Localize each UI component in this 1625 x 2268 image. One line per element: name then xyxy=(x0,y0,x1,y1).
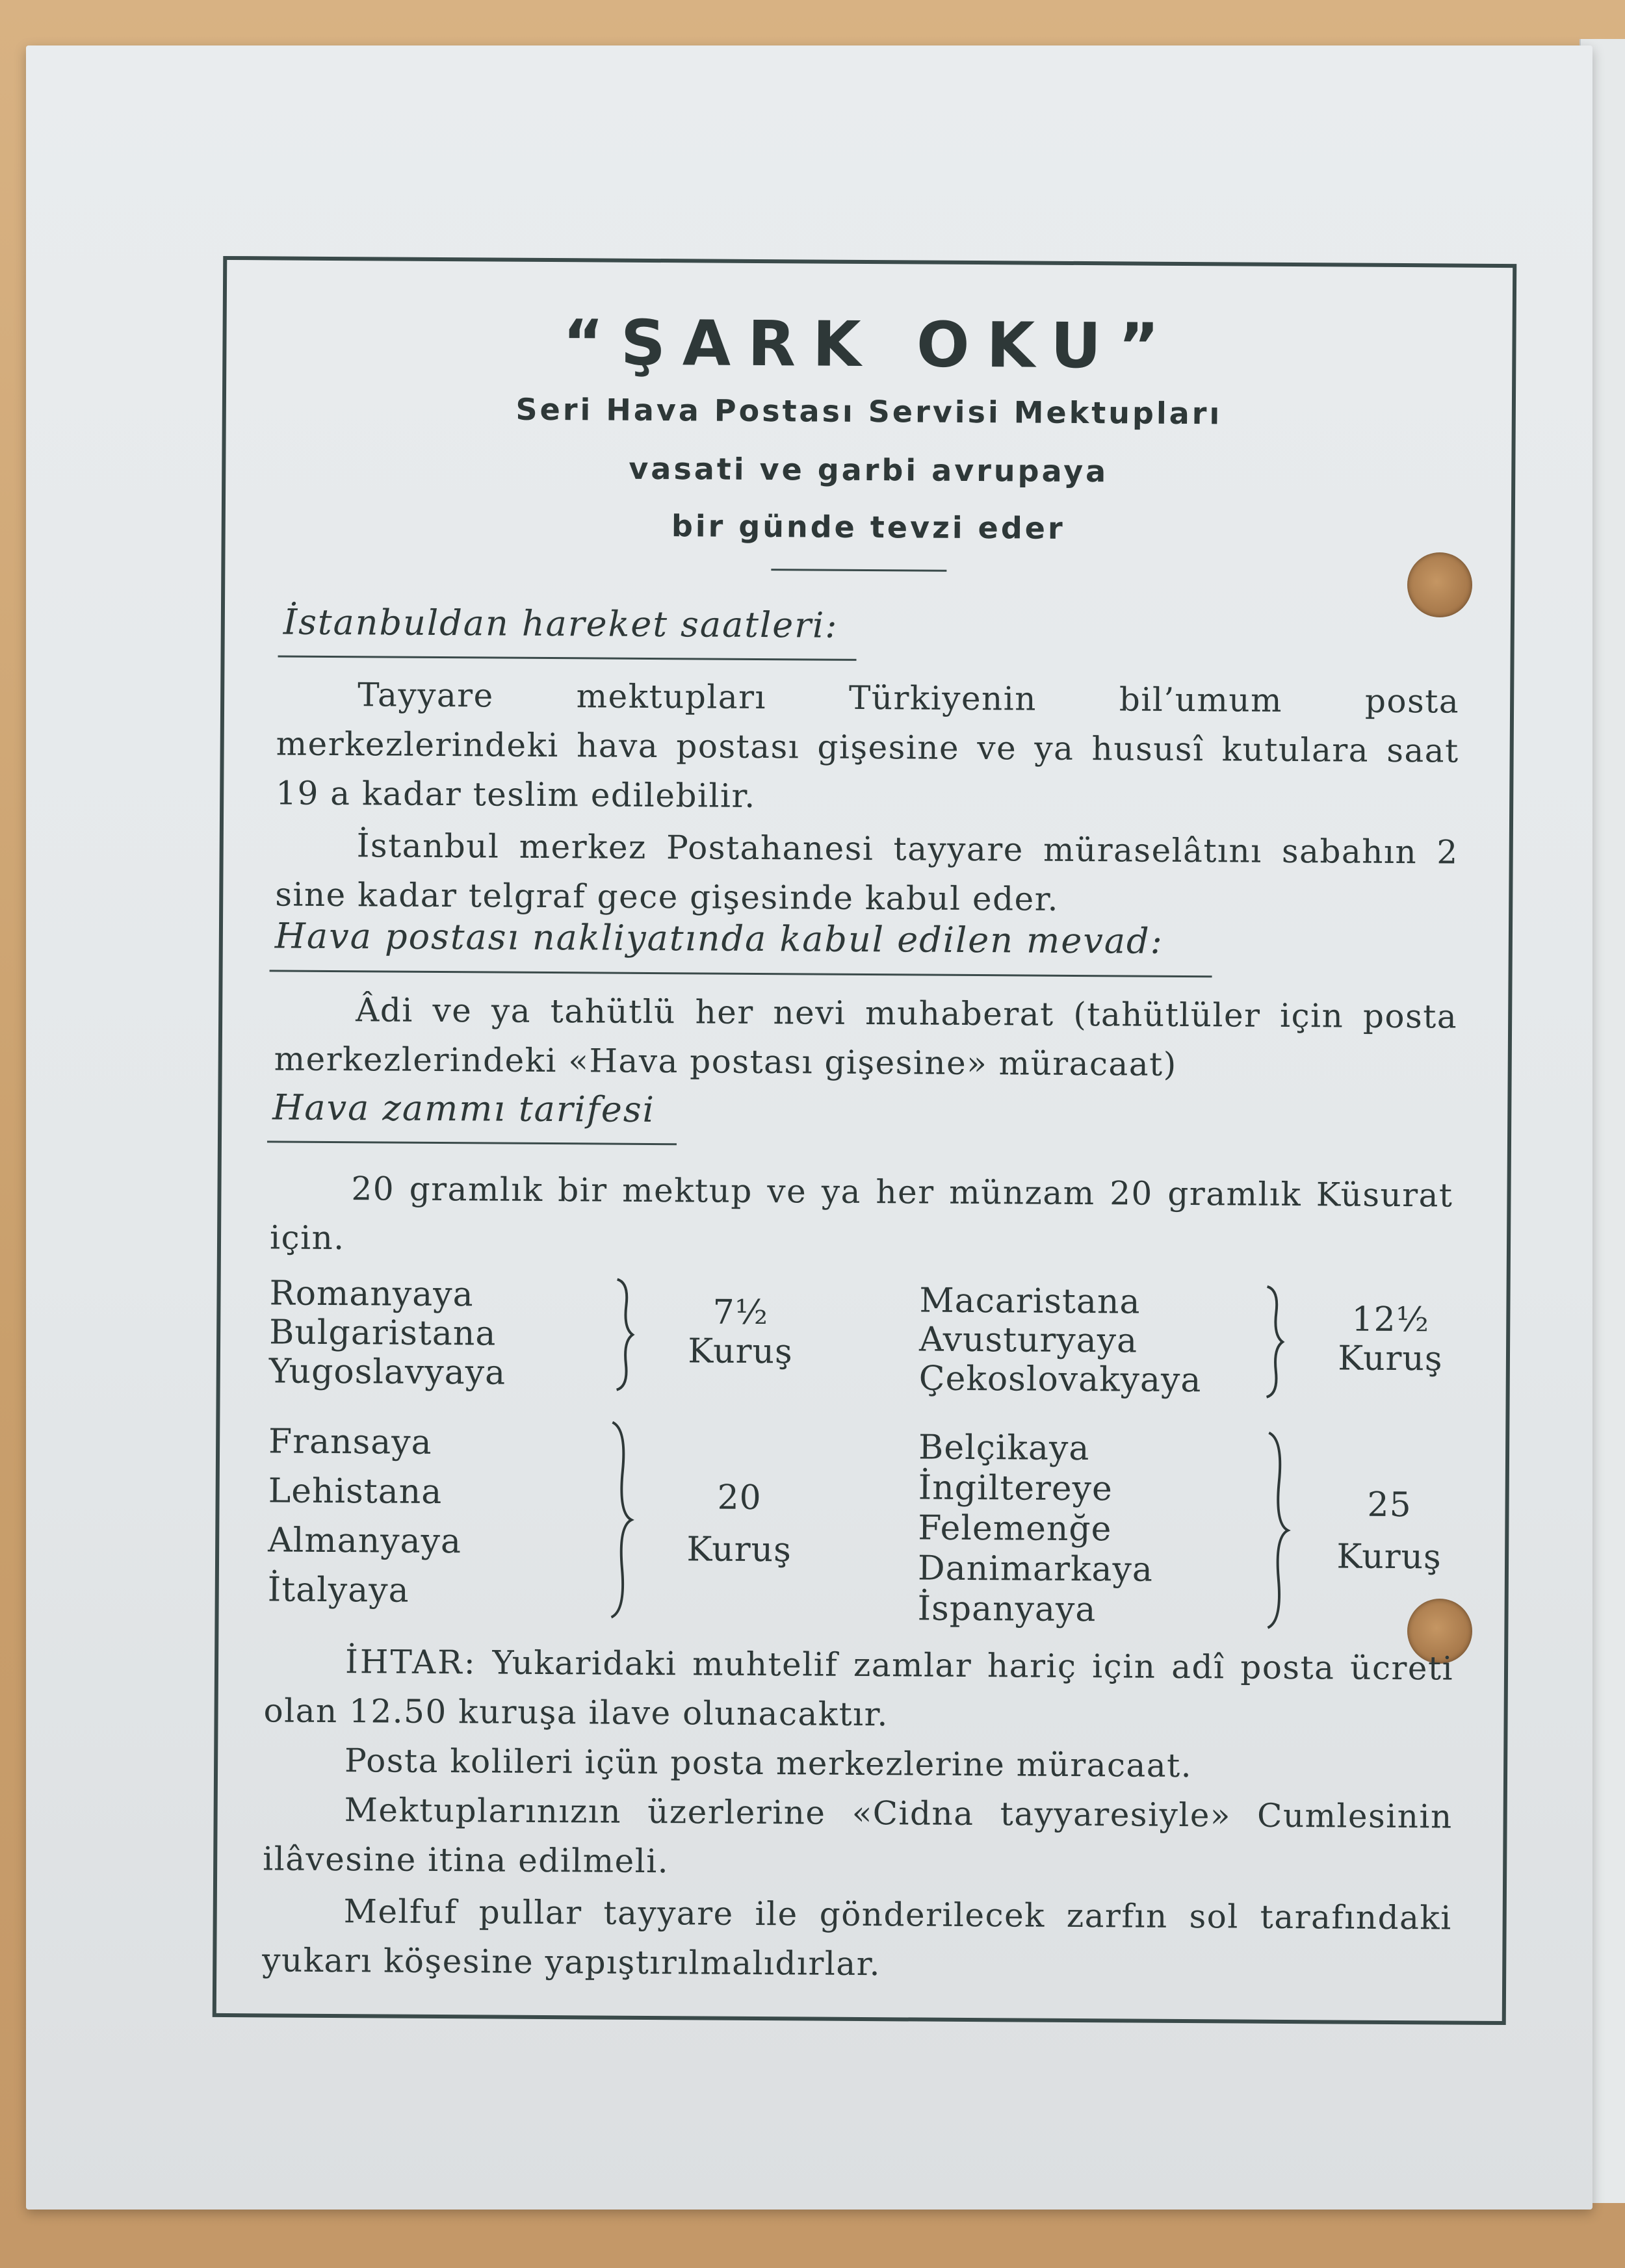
tariff-group-4-price xyxy=(1292,1478,1487,1584)
brace-icon xyxy=(610,1276,637,1393)
tariff-group-3-countries xyxy=(268,1417,594,1616)
notes-paragraph-2: Posta kolileri içün posta merkezlerine müracaat. xyxy=(344,1742,1193,1785)
accepted-paragraph: Âdi ve ya tahütlü her nevi muhaberat (tahütlüler için posta merkezlerindeki «Hava postası gişesine» müracaat) xyxy=(274,991,1458,1083)
brace-icon xyxy=(602,1419,636,1621)
country-name: İtalyaya xyxy=(267,1570,410,1610)
country-name: Lehistana xyxy=(268,1471,443,1512)
notice-frame xyxy=(213,256,1517,2025)
price-unit: Kuruş xyxy=(1338,1339,1443,1379)
tariff-heading-underline xyxy=(267,1140,677,1145)
tariff-group-1-countries xyxy=(269,1274,595,1393)
country-name: Macaristana xyxy=(919,1281,1141,1322)
accepted-heading-underline xyxy=(270,970,1212,977)
subtitle-line-2: vasati ve garbi avrupaya xyxy=(629,450,1109,489)
accepted-heading: Hava postası nakliyatında kabul edilen mevad: xyxy=(274,915,1164,962)
price-amount: 20 xyxy=(717,1478,762,1518)
country-name: Avusturyaya xyxy=(918,1320,1138,1361)
tariff-group-2-price xyxy=(1293,1300,1488,1379)
country-name: İspanyaya xyxy=(917,1589,1097,1630)
warning-label: İHTAR: xyxy=(344,1643,477,1682)
country-name: Almanyaya xyxy=(268,1521,462,1562)
country-name: Yugoslavyaya xyxy=(268,1352,506,1393)
warning-paragraph: İHTAR: Yukaridaki muhtelif zamlar hariç için adî posta ücreti olan 12.50 kuruşa ilave olunacaktır. xyxy=(263,1643,1454,1734)
country-name: Belçikaya xyxy=(918,1428,1090,1469)
country-name: İngiltereye xyxy=(918,1468,1113,1509)
tariff-group-2-countries xyxy=(919,1282,1258,1400)
notice-title: “ŞARK OKU” xyxy=(562,306,1176,383)
document-page xyxy=(26,45,1592,2210)
country-name: Romanyaya xyxy=(269,1274,474,1315)
departure-paragraph-1: Tayyare mektupları Türkiyenin bil’umum posta merkezlerindeki hava postası gişesine ve ya hususî kutulara saat 19 a kadar teslim edilebilir. xyxy=(276,676,1460,815)
country-name: Çekoslovakyaya xyxy=(918,1359,1202,1400)
brace-icon xyxy=(1258,1430,1292,1631)
tariff-heading: Hava zammı tarifesi xyxy=(272,1087,656,1131)
price-amount: 12½ xyxy=(1351,1300,1430,1340)
tariff-intro: 20 gramlık bir mektup ve ya her münzam 20 gramlık Küsurat için. xyxy=(269,1170,1453,1257)
price-amount: 7½ xyxy=(712,1293,769,1333)
departure-heading: İstanbuldan hareket saatleri: xyxy=(283,601,838,646)
tariff-group-1-price xyxy=(636,1293,845,1372)
subtitle-line-3: bir günde tevzi eder xyxy=(671,508,1065,546)
brace-icon xyxy=(1260,1283,1287,1400)
country-name: Bulgaristana xyxy=(268,1313,497,1354)
subtitle-line-1: Seri Hava Postası Servisi Mektupları xyxy=(515,391,1223,432)
departure-paragraph-2: İstanbul merkez Postahanesi tayyare müraselâtını sabahın 2 sine kadar telgraf gece gişesinde kabul eder. xyxy=(275,827,1459,918)
country-name: Felemenğe xyxy=(918,1508,1112,1549)
notes-paragraph-4: Melfuf pullar tayyare ile gönderilecek zarfın sol tarafındaki yukarı köşesine yapıştırılmalıdırlar. xyxy=(262,1892,1452,1983)
country-name: Danimarkaya xyxy=(917,1549,1154,1590)
price-amount: 25 xyxy=(1367,1485,1412,1525)
tariff-group-4-countries xyxy=(917,1428,1256,1631)
price-unit: Kuruş xyxy=(1336,1537,1442,1577)
tariff-group-3-price xyxy=(635,1471,844,1577)
departure-heading-underline xyxy=(278,655,857,660)
price-unit: Kuruş xyxy=(688,1332,793,1372)
title-divider xyxy=(771,569,946,572)
notes-paragraph-3: Mektuplarınızın üzerlerine «Cidna tayyaresiyle» Cumlesinin ilâvesine itina edilmeli. xyxy=(263,1791,1453,1881)
price-unit: Kuruş xyxy=(686,1530,792,1570)
country-name: Fransaya xyxy=(268,1422,432,1462)
